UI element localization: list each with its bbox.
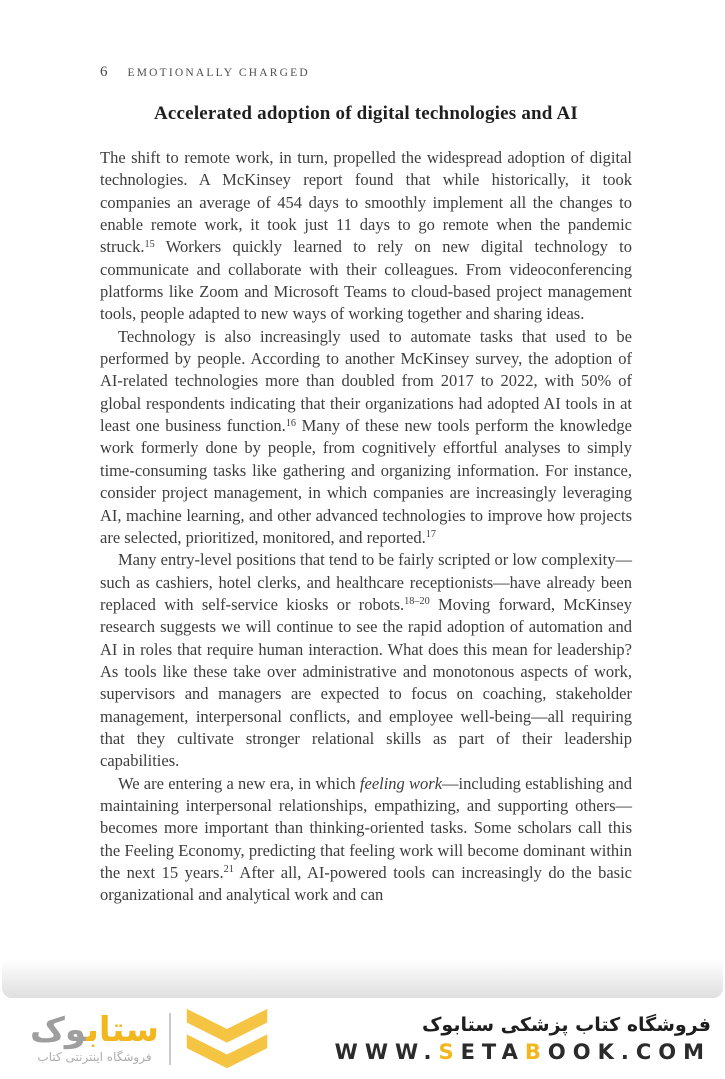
brand-tagline: فروشگاه اینترنتی کتاب <box>37 1050 152 1065</box>
store-title: فروشگاه کتاب پزشکی ستابوک <box>421 1013 711 1036</box>
body-text <box>100 147 632 907</box>
setabook-chevron-logo-icon <box>181 1007 273 1071</box>
paragraph-2-text: Technology is also increasingly used to automate tasks that used to be performed by people. According to another McKinsey survey, the adoption of AI-related technologies more than doubled from 2017 to 2022, with 50% of global respondents indicating that their organizations had adopted AI tools in at least one business function. <box>100 326 632 436</box>
url-seg-ook-com: OOK.COM <box>547 1039 711 1064</box>
footnote-ref-15: 15 <box>144 238 155 250</box>
wordmark-yellow-part: ستاب <box>86 1009 159 1050</box>
paragraph-2-text-cont: Many of these new tools perform the knowledge work formerly done by people, from cognitively effortful analyses to simply time-consuming tasks like gathering and organizing information. For instance, consider project management, in which companies are increasingly leveraging AI, machine learning, and other advanced technologies to improve how projects are selected, prioritized, monitored, and reported. <box>100 416 633 547</box>
paragraph-1-text: The shift to remote work, in turn, propelled the widespread adoption of digital technologies. A McKinsey report found that while historically, it took companies an average of 454 days to smoothly implement all the changes to enable remote work, it took just 11 days to go remote when the pandemic struck. <box>100 148 632 257</box>
paragraph-1 <box>100 147 632 326</box>
footnote-ref-17: 17 <box>425 529 436 541</box>
page-scan-shadow <box>2 958 723 998</box>
paragraph-3 <box>100 549 632 772</box>
url-seg-www: WWW. <box>334 1039 439 1064</box>
footer-store-info <box>335 1014 711 1064</box>
paragraph-2 <box>100 326 632 549</box>
paragraph-3-text: Many entry-level positions that tend to be fairly scripted or low complexity—such as cashiers, hotel clerks, and healthcare receptionists—have already been replaced with self-service kiosks or robots. <box>100 550 632 614</box>
paragraph-4-text-cont: —including establishing and maintaining interpersonal relationships, empathizing, and supporting others—becomes more important than thinking-oriented tasks. Some scholars call this the Feeling Economy, predicting that feeling work will become dominant within the next 15 years. <box>100 773 632 882</box>
footnote-ref-18-20: 18–20 <box>404 596 430 608</box>
paragraph-3-text-cont: Moving forward, McKinsey research suggests we will continue to see the rapid adoption of automation and AI in roles that require human interaction. What does this mean for leadership? As tools like these take over administrative and monotonous aspects of work, supervisors and managers are expected to focus on coaching, stakeholder management, interpersonal conflicts, and employee well-being—all requiring that they cultivate stronger relational skills as part of their leadership capabilities. <box>100 594 633 771</box>
wordmark-gray-part: وک <box>30 1009 87 1050</box>
page-number: 6 <box>100 64 108 80</box>
lockup-divider <box>169 1013 171 1065</box>
brand-wordmark-block <box>30 1009 159 1065</box>
running-head <box>100 63 632 81</box>
paragraph-4-text: We are entering a new era, in which <box>118 773 360 793</box>
paragraph-4 <box>100 773 632 907</box>
setabook-brand-lockup <box>30 1007 273 1071</box>
paragraph-4-text-end: After all, AI-powered tools can increasingly do the basic organizational and analytical work and can <box>100 863 632 905</box>
footnote-ref-21: 21 <box>223 864 234 876</box>
running-title: EMOTIONALLY CHARGED <box>127 67 310 79</box>
footnote-ref-16: 16 <box>285 417 297 429</box>
section-title: Accelerated adoption of digital technologies and AI <box>154 103 578 124</box>
website-url <box>335 1040 711 1064</box>
paragraph-1-text-cont: Workers quickly learned to rely on new digital technology to communicate and collaborate with their colleagues. From videoconferencing platforms like Zoom and Microsoft Teams to cloud-based project management tools, people adapted to new ways of working together and sharing ideas. <box>100 237 632 324</box>
url-seg-b-yellow: B <box>524 1039 548 1064</box>
footer-watermark-band <box>0 998 725 1079</box>
italic-term-feeling-work: feeling work <box>359 773 443 793</box>
url-seg-eta: ETA <box>460 1039 525 1064</box>
url-seg-s-yellow: S <box>438 1039 461 1064</box>
brand-wordmark <box>30 1009 159 1050</box>
